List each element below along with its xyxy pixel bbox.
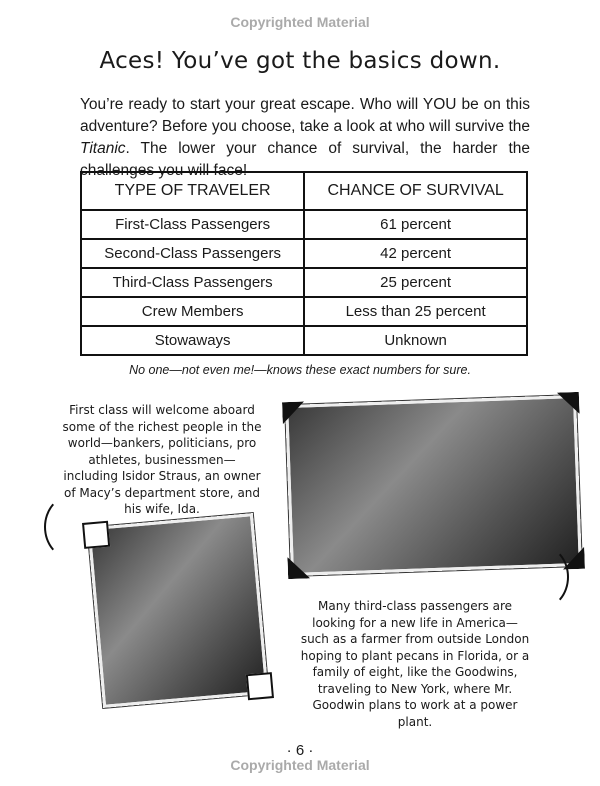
table-row bbox=[81, 297, 527, 326]
table-row bbox=[81, 239, 527, 268]
table-cell: First-Class Passengers bbox=[81, 210, 304, 239]
watermark-bottom: Copyrighted Material bbox=[230, 757, 370, 773]
watermark-top: Copyrighted Material bbox=[230, 14, 370, 30]
photo-corner bbox=[557, 392, 580, 415]
table-note: No one—not even me!—knows these exact numbers for sure. bbox=[129, 363, 471, 377]
photo-corner bbox=[246, 672, 274, 700]
table-cell: 61 percent bbox=[304, 210, 527, 239]
table-cell: Unknown bbox=[304, 326, 527, 355]
caption-third-class: Many third-class passengers are looking for a new life in America—such as a farmer from outside London hoping to plant pecans in Florida, or a family of eight, like the Goodwins, traveling to New York, where Mr. Goodwin plans to work at a power plant. bbox=[300, 599, 530, 729]
table-header-row bbox=[81, 172, 527, 210]
straus-couple-photo bbox=[87, 513, 268, 708]
table-cell: Crew Members bbox=[81, 297, 304, 326]
intro-text: You’re ready to start your great escape. Who will YOU be on this adventure? Before you choose, take a look at who will survive the bbox=[80, 96, 530, 135]
photo-corner bbox=[287, 556, 310, 579]
table-row bbox=[81, 268, 527, 297]
page-number: · 6 · bbox=[286, 742, 314, 759]
table-header: CHANCE OF SURVIVAL bbox=[304, 172, 527, 210]
intro-text-end: . The lower your chance of survival, the harder the challenges you will face! bbox=[80, 140, 530, 179]
table-cell: 42 percent bbox=[304, 239, 527, 268]
table-row bbox=[81, 210, 527, 239]
table-row bbox=[81, 326, 527, 355]
survival-table bbox=[80, 171, 528, 356]
table-cell: Second-Class Passengers bbox=[81, 239, 304, 268]
photo-corner bbox=[282, 401, 305, 424]
arrow-left-icon bbox=[44, 495, 98, 559]
table-cell: Stowaways bbox=[81, 326, 304, 355]
page-title: Aces! You’ve got the basics down. bbox=[99, 48, 501, 74]
table-cell: 25 percent bbox=[304, 268, 527, 297]
intro-italic: Titanic bbox=[80, 140, 126, 157]
intro-paragraph bbox=[80, 94, 530, 182]
table-cell: Third-Class Passengers bbox=[81, 268, 304, 297]
caption-first-class: First class will welcome aboard some of the richest people in the world—bankers, politicians, pro athletes, businessmen—including Isidor Straus, an owner of Macy’s department store, and his wife, Ida. bbox=[62, 403, 262, 516]
table-header: TYPE OF TRAVELER bbox=[81, 172, 304, 210]
table-cell: Less than 25 percent bbox=[304, 297, 527, 326]
